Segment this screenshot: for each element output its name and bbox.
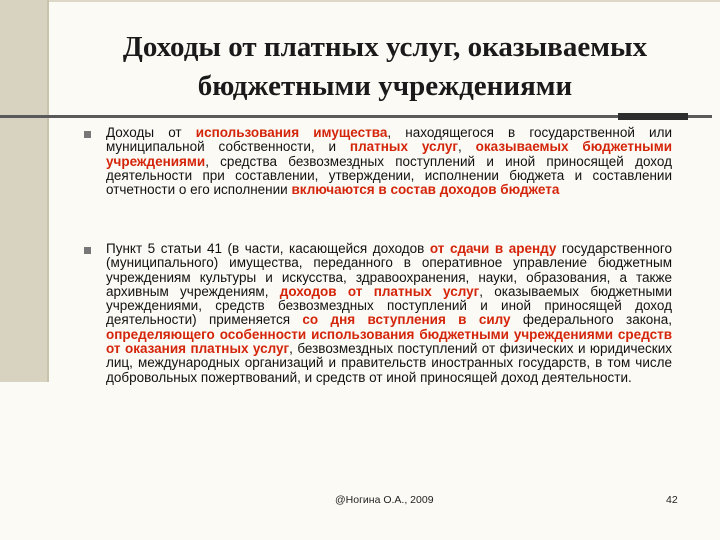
bullet-square-icon — [84, 247, 91, 254]
highlighted-text: включаются в состав доходов бюджета — [291, 182, 560, 198]
left-decor-bar-edge — [47, 0, 49, 382]
title-divider — [0, 115, 712, 118]
slide-title: Доходы от платных услуг, оказываемых бюджетными учреждениями — [122, 31, 648, 102]
highlighted-text: оказываемых бюджетными учреждениями — [106, 139, 672, 169]
body-text: государственного (муниципального) имущества, переданного в оперативное управление бюджетным учреждениям культуры и искусства, здравоохранения, науки, образования, а также архивным учреждениям, — [106, 241, 672, 299]
body-text: , оказываемых бюджетными учреждениями, средств безвозмездных поступлений и иной приносящей доход деятельности) применяется — [106, 283, 673, 328]
title-divider-accent — [618, 113, 688, 120]
body-text: , находящегося в государственной или муниципальной собственности, и — [106, 125, 672, 155]
body-text: Доходы от — [106, 125, 196, 140]
paragraph-2 — [106, 242, 672, 385]
highlighted-text: платных услуг — [349, 139, 459, 155]
highlighted-text: использования имущества — [195, 125, 388, 140]
body-text: , средства безвозмездных поступлений и иной приносящей доход деятельности при составлении, утверждении, исполнении бюджета и составлении отчетности о его исполнении — [106, 153, 672, 198]
bullet-square-icon — [84, 131, 91, 138]
paragraph-1 — [106, 126, 672, 197]
body-text: , — [458, 139, 476, 155]
footer-page-number: 42 — [666, 494, 678, 506]
footer-author: @Ногина О.А., 2009 — [335, 494, 434, 506]
body-text: федерального закона, — [510, 312, 672, 328]
highlighted-text: определяющего особенности использования бюджетными учреждениями средств от оказания платных услуг — [106, 326, 672, 357]
highlighted-text: со дня вступления в силу — [302, 312, 511, 328]
left-decor-bar — [0, 0, 47, 382]
highlighted-text: доходов от платных услуг — [279, 283, 480, 299]
top-rule — [0, 0, 720, 2]
body-text: Пункт 5 статьи 41 (в части, касающейся доходов — [106, 241, 430, 256]
highlighted-text: от сдачи в аренду — [429, 241, 557, 256]
body-text: , безвозмездных поступлений от физических и юридических лиц, международных организаций и правительств иностранных государств, в том числе добровольных пожертвований, и средств от иной приносящей доход деятельности. — [106, 341, 673, 385]
